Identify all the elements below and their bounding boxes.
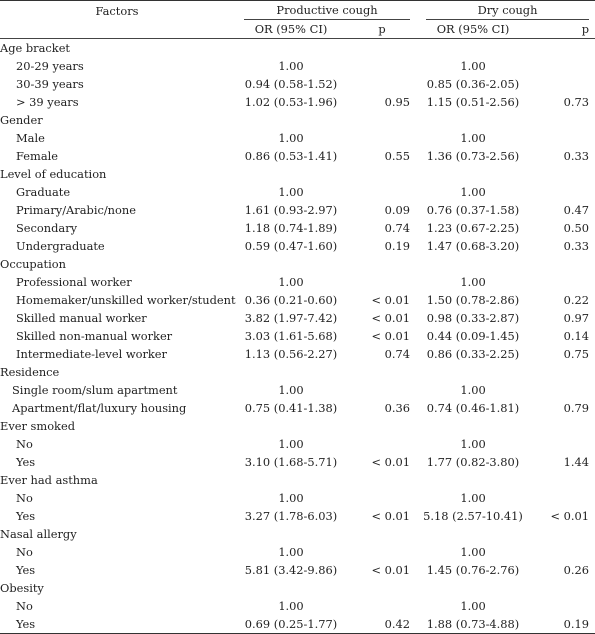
- empty-cell: [416, 255, 530, 273]
- table-row: [0, 237, 595, 255]
- table-row: [0, 93, 595, 111]
- factor-label: Yes: [16, 563, 36, 577]
- table-row: [0, 507, 595, 525]
- category-row: [0, 111, 595, 129]
- dry-p-cell: 0.19: [530, 615, 595, 634]
- factors-header: Factors: [0, 1, 234, 21]
- dry-or-cell: 1.00: [460, 599, 486, 613]
- dry-p-cell: [530, 597, 595, 615]
- productive-or-cell: 1.00: [278, 275, 304, 289]
- factor-label: No: [16, 599, 33, 613]
- factor-label: Professional worker: [16, 275, 132, 289]
- dry-p-cell: [530, 543, 595, 561]
- empty-cell: [234, 255, 348, 273]
- table-row: [0, 309, 595, 327]
- productive-or-cell: 0.94 (0.58-1.52): [244, 77, 338, 91]
- productive-p-cell: < 0.01: [371, 563, 411, 577]
- dry-p-cell: [530, 489, 595, 507]
- dry-cough-header: [416, 1, 595, 21]
- factor-label: Male: [16, 131, 45, 145]
- productive-or-cell: 3.27 (1.78-6.03): [244, 509, 338, 523]
- dry-p-cell: [530, 273, 595, 291]
- dry-or-cell: 0.76 (0.37-1.58): [426, 203, 520, 217]
- productive-or-cell: 1.00: [278, 383, 304, 397]
- category-label: Residence: [0, 365, 60, 379]
- empty-cell: [530, 579, 595, 597]
- table-header: [0, 1, 595, 39]
- productive-p-cell: 0.42: [348, 615, 416, 634]
- productive-or-cell: 5.81 (3.42-9.86): [244, 563, 338, 577]
- productive-p-cell: [348, 57, 416, 75]
- empty-cell: [348, 579, 416, 597]
- empty-cell: [234, 39, 348, 58]
- productive-p-cell: < 0.01: [371, 509, 411, 523]
- table-row: [0, 615, 595, 634]
- empty-cell: [348, 525, 416, 543]
- dry-or-cell: 1.00: [460, 185, 486, 199]
- dry-or-cell: 1.45 (0.76-2.76): [426, 563, 520, 577]
- productive-p-cell: 0.74: [384, 347, 411, 361]
- productive-p-cell: [348, 597, 416, 615]
- dry-p-cell: 0.75: [563, 347, 590, 361]
- empty-cell: [348, 363, 416, 381]
- empty-cell: [234, 417, 348, 435]
- empty-cell: [530, 471, 595, 489]
- category-label: Ever had asthma: [0, 473, 98, 487]
- category-row: [0, 363, 595, 381]
- category-row: [0, 417, 595, 435]
- dry-or-cell: 1.15 (0.51-2.56): [426, 95, 520, 109]
- category-row: [0, 579, 595, 597]
- dry-or-cell: 1.36 (0.73-2.56): [426, 149, 520, 163]
- dry-or-cell: 1.00: [460, 131, 486, 145]
- productive-or-cell: 1.00: [278, 437, 304, 451]
- productive-or-cell: 1.00: [278, 59, 304, 73]
- productive-or-cell: 3.10 (1.68-5.71): [244, 455, 338, 469]
- category-label: Occupation: [0, 257, 66, 271]
- dry-or-cell: 1.00: [460, 383, 486, 397]
- dry-or-cell: 1.00: [460, 545, 486, 559]
- empty-cell: [416, 579, 530, 597]
- empty-cell: [530, 39, 595, 58]
- productive-p-cell: 0.09: [384, 203, 411, 217]
- productive-p-cell: < 0.01: [371, 329, 411, 343]
- empty-cell: [234, 111, 348, 129]
- blank-header-cell: [0, 20, 234, 39]
- category-label: Obesity: [0, 581, 44, 595]
- header-row-columns: [0, 20, 595, 39]
- productive-or-cell: 1.18 (0.74-1.89): [244, 221, 338, 235]
- dry-p-cell: 0.50: [563, 221, 590, 235]
- dry-or-cell: 1.47 (0.68-3.20): [426, 239, 520, 253]
- empty-cell: [416, 471, 530, 489]
- dry-or-cell: 1.50 (0.78-2.86): [426, 293, 520, 307]
- productive-or-cell: 0.86 (0.53-1.41): [244, 149, 338, 163]
- category-label: Level of education: [0, 167, 107, 181]
- empty-cell: [234, 165, 348, 183]
- empty-cell: [234, 471, 348, 489]
- productive-cough-header: [234, 1, 416, 21]
- table-row: [0, 129, 595, 147]
- productive-p-cell: < 0.01: [371, 311, 411, 325]
- dry-p-cell: [530, 183, 595, 201]
- table-row: [0, 75, 595, 93]
- dry-or-cell: 0.98 (0.33-2.87): [426, 311, 520, 325]
- empty-cell: [530, 165, 595, 183]
- productive-p-cell: [348, 543, 416, 561]
- productive-p-cell: 0.55: [384, 149, 411, 163]
- dry-or-cell: 0.86 (0.33-2.25): [426, 347, 520, 361]
- header-row-groups: [0, 1, 595, 21]
- dry-p-cell: [530, 57, 595, 75]
- table-row: [0, 219, 595, 237]
- factor-label: Yes: [16, 509, 36, 523]
- dry-p-cell: 0.97: [563, 311, 590, 325]
- dry-or-header: OR (95% CI): [416, 20, 530, 39]
- productive-p-cell: < 0.01: [371, 293, 411, 307]
- productive-p-cell: [348, 183, 416, 201]
- productive-or-cell: 1.00: [278, 491, 304, 505]
- factor-label: Female: [16, 149, 58, 163]
- factor-label: No: [16, 437, 33, 451]
- productive-p-cell: [348, 129, 416, 147]
- empty-cell: [234, 525, 348, 543]
- table-row: [0, 201, 595, 219]
- dry-p-cell: [530, 129, 595, 147]
- empty-cell: [416, 417, 530, 435]
- dry-or-cell: 1.23 (0.67-2.25): [426, 221, 520, 235]
- dry-or-cell: 1.88 (0.73-4.88): [416, 615, 530, 634]
- factor-label: Graduate: [16, 185, 71, 199]
- productive-or-cell: 3.03 (1.61-5.68): [244, 329, 338, 343]
- productive-or-cell: 3.82 (1.97-7.42): [244, 311, 338, 325]
- factor-label: Secondary: [16, 221, 78, 235]
- productive-or-cell: 0.59 (0.47-1.60): [244, 239, 338, 253]
- dry-p-cell: 0.73: [563, 95, 590, 109]
- category-row: [0, 471, 595, 489]
- dry-p-cell: 0.33: [563, 149, 590, 163]
- factor-label: No: [16, 545, 33, 559]
- productive-p-cell: [348, 381, 416, 399]
- table-row: [0, 489, 595, 507]
- productive-p-header: p: [348, 20, 416, 39]
- productive-p-cell: 0.36: [384, 401, 411, 415]
- productive-cough-label: Productive cough: [244, 1, 410, 20]
- table-row: [0, 543, 595, 561]
- productive-or-cell: 1.02 (0.53-1.96): [244, 95, 338, 109]
- dry-p-cell: 0.26: [563, 563, 590, 577]
- table-row: [0, 273, 595, 291]
- productive-p-cell: [348, 75, 416, 93]
- productive-or-cell: 0.36 (0.21-0.60): [244, 293, 338, 307]
- table-row: [0, 561, 595, 579]
- empty-cell: [348, 471, 416, 489]
- factor-label: Homemaker/unskilled worker/student: [16, 293, 236, 307]
- dry-or-cell: 5.18 (2.57-10.41): [423, 509, 523, 523]
- dry-p-cell: 1.44: [563, 455, 590, 469]
- factor-label: Yes: [16, 455, 36, 469]
- factor-label: 20-29 years: [16, 59, 84, 73]
- productive-or-cell: 1.13 (0.56-2.27): [244, 347, 338, 361]
- dry-p-cell: [530, 75, 595, 93]
- productive-or-cell: 1.00: [278, 131, 304, 145]
- productive-p-cell: [348, 273, 416, 291]
- dry-p-cell: [530, 381, 595, 399]
- productive-or-cell: 1.00: [278, 545, 304, 559]
- table-row: [0, 381, 595, 399]
- productive-or-cell: 1.00: [278, 185, 304, 199]
- factor-label: 30-39 years: [16, 77, 84, 91]
- productive-p-cell: < 0.01: [371, 455, 411, 469]
- category-row: [0, 255, 595, 273]
- empty-cell: [234, 579, 348, 597]
- empty-cell: [416, 111, 530, 129]
- dry-p-cell: < 0.01: [550, 509, 590, 523]
- empty-cell: [530, 417, 595, 435]
- factor-label: Single room/slum apartment: [12, 383, 178, 397]
- table-row: [0, 597, 595, 615]
- empty-cell: [348, 111, 416, 129]
- dry-or-cell: 0.74 (0.46-1.81): [426, 401, 520, 415]
- factor-label: No: [16, 491, 33, 505]
- dry-or-cell: 1.00: [460, 491, 486, 505]
- dry-or-cell: 1.77 (0.82-3.80): [426, 455, 520, 469]
- empty-cell: [530, 255, 595, 273]
- empty-cell: [416, 363, 530, 381]
- dry-p-header: p: [530, 20, 595, 39]
- table-row: [0, 291, 595, 309]
- productive-p-cell: 0.95: [384, 95, 411, 109]
- factor-label: Yes: [0, 615, 234, 634]
- dry-p-cell: 0.79: [563, 401, 590, 415]
- dry-p-cell: 0.14: [563, 329, 590, 343]
- dry-p-cell: 0.22: [563, 293, 590, 307]
- category-label: Ever smoked: [0, 419, 75, 433]
- empty-cell: [234, 363, 348, 381]
- table-row: [0, 345, 595, 363]
- productive-p-cell: [348, 489, 416, 507]
- dry-or-cell: 0.85 (0.36-2.05): [426, 77, 520, 91]
- empty-cell: [530, 363, 595, 381]
- table-row: [0, 399, 595, 417]
- category-row: [0, 525, 595, 543]
- productive-or-cell: 1.61 (0.93-2.97): [244, 203, 338, 217]
- dry-or-cell: 0.44 (0.09-1.45): [426, 329, 520, 343]
- empty-cell: [530, 111, 595, 129]
- table-row: [0, 147, 595, 165]
- dry-p-cell: 0.33: [563, 239, 590, 253]
- empty-cell: [348, 165, 416, 183]
- productive-p-cell: 0.74: [384, 221, 411, 235]
- empty-cell: [348, 255, 416, 273]
- empty-cell: [416, 165, 530, 183]
- productive-p-cell: 0.19: [384, 239, 411, 253]
- factor-label: Skilled non-manual worker: [16, 329, 173, 343]
- dry-or-cell: 1.00: [460, 437, 486, 451]
- factor-label: > 39 years: [16, 95, 79, 109]
- empty-cell: [348, 417, 416, 435]
- productive-p-cell: [348, 435, 416, 453]
- productive-or-cell: 0.69 (0.25-1.77): [234, 615, 348, 634]
- table-row: [0, 453, 595, 471]
- factor-label: Undergraduate: [16, 239, 105, 253]
- dry-p-cell: 0.47: [563, 203, 590, 217]
- category-row: [0, 165, 595, 183]
- category-row: [0, 39, 595, 58]
- category-label: Age bracket: [0, 41, 71, 55]
- category-label: Gender: [0, 113, 43, 127]
- dry-cough-label: Dry cough: [426, 1, 589, 20]
- dry-or-cell: 1.00: [460, 59, 486, 73]
- table-row: [0, 57, 595, 75]
- table-row: [0, 183, 595, 201]
- factor-label: Apartment/flat/luxury housing: [12, 401, 187, 415]
- empty-cell: [416, 39, 530, 58]
- factor-label: Intermediate-level worker: [16, 347, 167, 361]
- factor-label: Skilled manual worker: [16, 311, 147, 325]
- table-body: [0, 39, 595, 634]
- table-row: [0, 435, 595, 453]
- productive-or-cell: 0.75 (0.41-1.38): [244, 401, 338, 415]
- empty-cell: [416, 525, 530, 543]
- dry-or-cell: 1.00: [460, 275, 486, 289]
- productive-or-header: OR (95% CI): [234, 20, 348, 39]
- table-row: [0, 327, 595, 345]
- factor-label: Primary/Arabic/none: [16, 203, 136, 217]
- dry-p-cell: [530, 435, 595, 453]
- empty-cell: [348, 39, 416, 58]
- category-label: Nasal allergy: [0, 527, 77, 541]
- productive-or-cell: 1.00: [278, 599, 304, 613]
- empty-cell: [530, 525, 595, 543]
